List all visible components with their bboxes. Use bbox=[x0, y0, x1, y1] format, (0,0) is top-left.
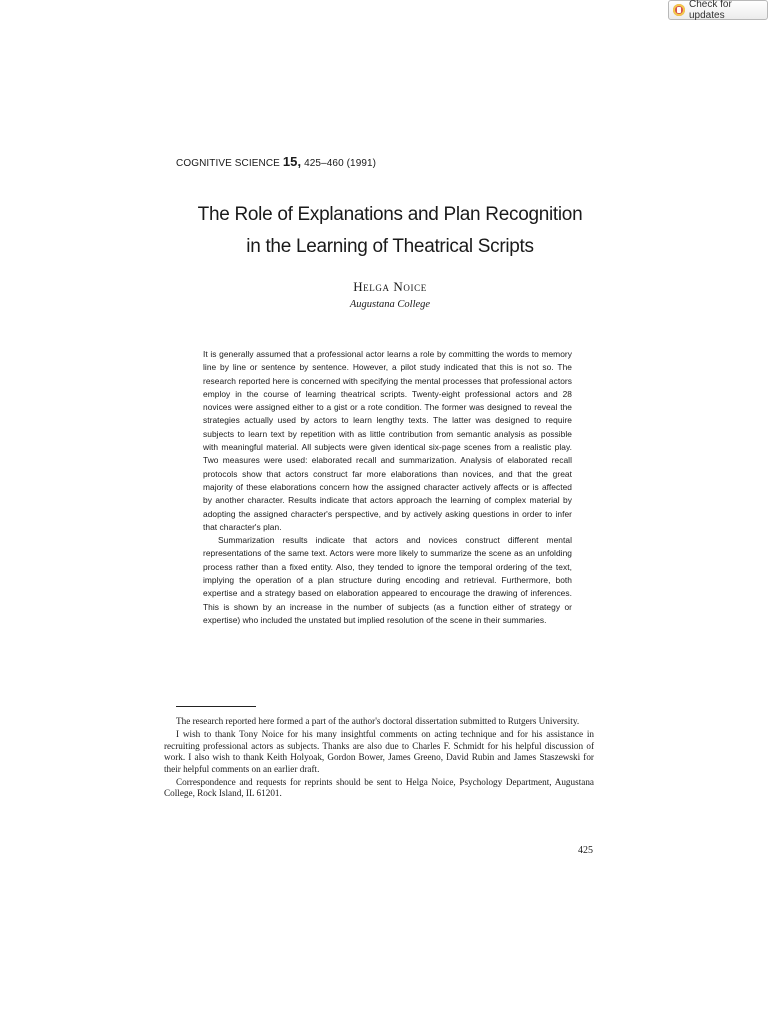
title-line-2: in the Learning of Theatrical Scripts bbox=[246, 236, 534, 257]
footnote-dissertation: The research reported here formed a part of the author's doctoral dissertation submitted to Rutgers University. bbox=[176, 716, 580, 726]
footnote-correspondence: Correspondence and requests for reprints should be sent to Helga Noice, Psychology Department, Augustana College, Rock Island, IL 61201. bbox=[164, 777, 594, 799]
check-for-updates-button[interactable] bbox=[668, 0, 768, 20]
footnotes bbox=[164, 716, 594, 802]
journal-pages: 425–460 (1991) bbox=[304, 158, 377, 169]
author-name: Helga Noice bbox=[353, 279, 427, 294]
journal-volume: 15, bbox=[282, 154, 302, 169]
article-title bbox=[150, 199, 630, 263]
check-for-updates-label: Check for updates bbox=[689, 0, 732, 21]
journal-name: COGNITIVE SCIENCE bbox=[176, 158, 280, 169]
abstract-paragraph-1: It is generally assumed that a professional actor learns a role by committing the words to memory line by line or sentence by sentence. However, a pilot study indicated that this is not so. The research reported here is concerned with specifying the mental processes that professional actors employ in the course of learning theatrical scripts. Twenty-eight professional actors and 28 novices were assigned either to a gist or a rote condition. The former was designed to reveal the strategies actually used by actors to learn lengthy texts. The latter was designed to require subjects to learn text by repetition with as little contribution from semantic analysis as possible with meaningful material. All subjects were given identical six-page scenes from a realistic play. Two measures were used: elaborated recall and summarization. Analysis of elaborated recall protocols show that actors construct far more elaborations than novices, and that the great majority of these elaborations concern how the assigned character actively affects or is affected by another character. Results indicate that actors approach the learning of complex material by adopting the assigned character's perspective, and by actively asking questions in order to infer that character's plan. bbox=[203, 349, 572, 532]
abstract-paragraph-2: Summarization results indicate that actors and novices construct different mental representations of the same text. Actors were more likely to summarize the scene as an unfolding process rather than a fixed entity. Also, they tended to ignore the temporal ordering of the text, implying the operation of a plan structure during encoding and retrieval. Furthermore, both expertise and a strategy based on elaboration appeared to encourage the drawing of inferences. This is shown by an increase in the number of subjects (as a function either of strategy or expertise) who included the unstated but implied resolution of the scene in their summaries. bbox=[203, 535, 572, 625]
title-line-1: The Role of Explanations and Plan Recognition bbox=[197, 204, 583, 225]
page-number: 425 bbox=[578, 845, 593, 856]
author-affiliation: Augustana College bbox=[349, 299, 431, 310]
crossmark-icon bbox=[673, 4, 685, 16]
footnote-divider bbox=[176, 706, 256, 707]
footnote-acknowledgments: I wish to thank Tony Noice for his many insightful comments on acting technique and for his assistance in recruiting professional actors as subjects. Thanks are also due to Charles F. Schmidt for his helpful discussion of work. I also wish to thank Keith Holyoak, Gordon Bower, James Greeno, David Rubin and James Staszewski for their helpful comments on an earlier draft. bbox=[164, 729, 594, 774]
abstract bbox=[203, 348, 572, 627]
journal-citation bbox=[176, 154, 376, 169]
